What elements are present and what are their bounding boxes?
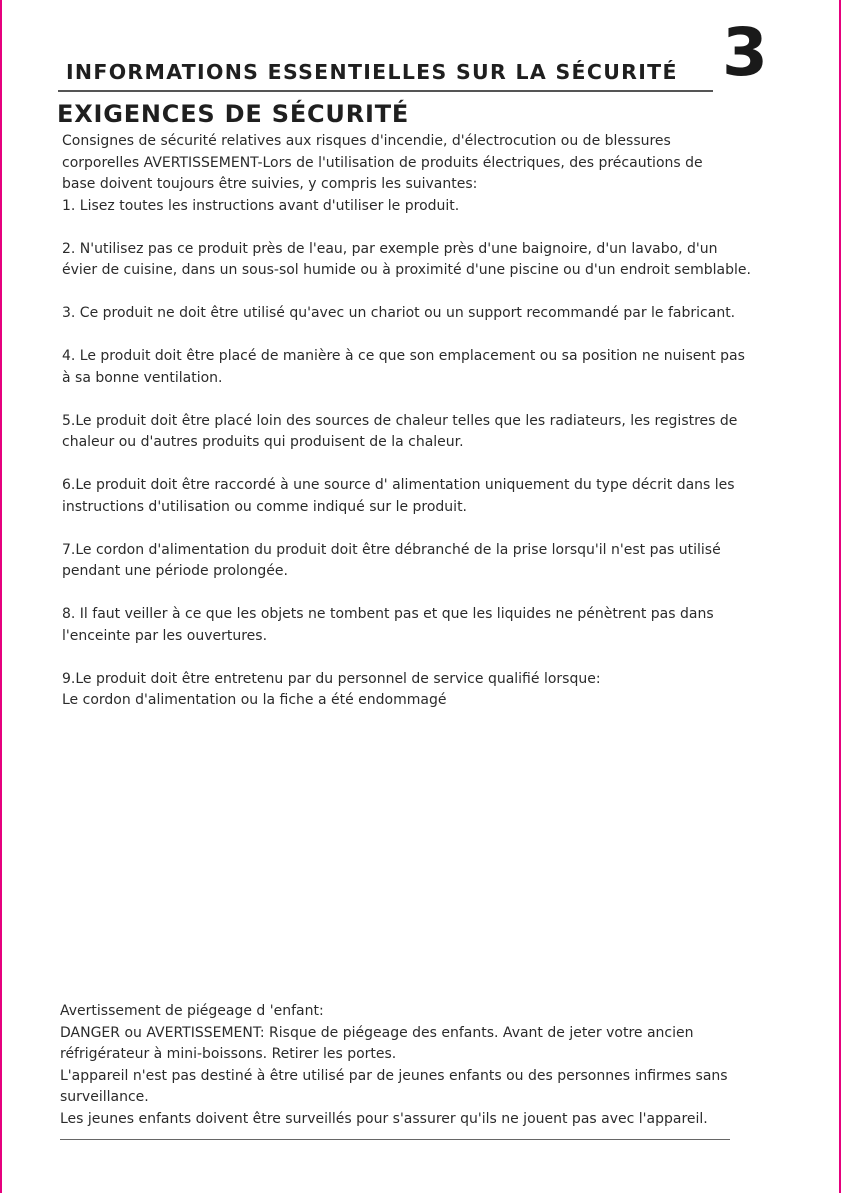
instruction-item-7: 7.Le cordon d'alimentation du produit doit être débranché de la prise lorsqu'il n'est pas utilisé pendant une période prolongée. (62, 541, 721, 579)
page-number: 3 (722, 14, 768, 91)
instruction-item-2: 2. N'utilisez pas ce produit près de l'eau, par exemple près d'une baignoire, d'un lavabo, d'un évier de cuisine, dans un sous-sol humide ou à proximité d'une piscine ou d'un endroit semblable. (62, 240, 751, 278)
page-edge-left (0, 0, 2, 1193)
page-title: EXIGENCES DE SÉCURITÉ (57, 100, 410, 128)
warning-not-intended: L'appareil n'est pas destiné à être utilisé par de jeunes enfants ou des personnes infirmes sans surveillance. (60, 1067, 728, 1105)
footer-divider (60, 1139, 730, 1140)
warning-supervise: Les jeunes enfants doivent être surveillés pour s'assurer qu'ils ne jouent pas avec l'appareil. (60, 1110, 708, 1127)
instruction-item-1: 1. Lisez toutes les instructions avant d'utiliser le produit. (62, 197, 460, 214)
instruction-item-8: 8. Il faut veiller à ce que les objets ne tombent pas et que les liquides ne pénètrent pas dans l'enceinte par les ouvertures. (62, 606, 714, 644)
instruction-item-5: 5.Le produit doit être placé loin des sources de chaleur telles que les radiateurs, les registres de chaleur ou d'autres produits qui produisent de la chaleur. (62, 412, 738, 450)
intro-paragraph: Consignes de sécurité relatives aux risques d'incendie, d'électrocution ou de blessures corporelles AVERTISSEMENT-Lors de l'utilisation de produits électriques, des précautions de base doivent toujours être suivies, y compris les suivantes: (62, 133, 703, 192)
safety-instructions (62, 131, 802, 712)
instruction-item-9: 9.Le produit doit être entretenu par du personnel de service qualifié lorsque: Le cordon d'alimentation ou la fiche a été endommagé (62, 670, 601, 708)
warning-heading: Avertissement de piégeage d 'enfant: (60, 1003, 324, 1019)
section-header: INFORMATIONS ESSENTIELLES SUR LA SÉCURITÉ (66, 60, 678, 84)
header-divider (58, 90, 713, 92)
instruction-item-3: 3. Ce produit ne doit être utilisé qu'avec un chariot ou un support recommandé par le fabricant. (62, 305, 736, 321)
instruction-item-6: 6.Le produit doit être raccordé à une source d' alimentation uniquement du type décrit dans les instructions d'utilisation ou comme indiqué sur le produit. (62, 477, 735, 515)
child-entrapment-warning (60, 1001, 800, 1130)
instruction-item-4: 4. Le produit doit être placé de manière à ce que son emplacement ou sa position ne nuisent pas à sa bonne ventilation. (62, 348, 745, 386)
warning-danger: DANGER ou AVERTISSEMENT: Risque de piégeage des enfants. Avant de jeter votre ancien réfrigérateur à mini-boissons. Retirer les portes. (60, 1024, 694, 1062)
